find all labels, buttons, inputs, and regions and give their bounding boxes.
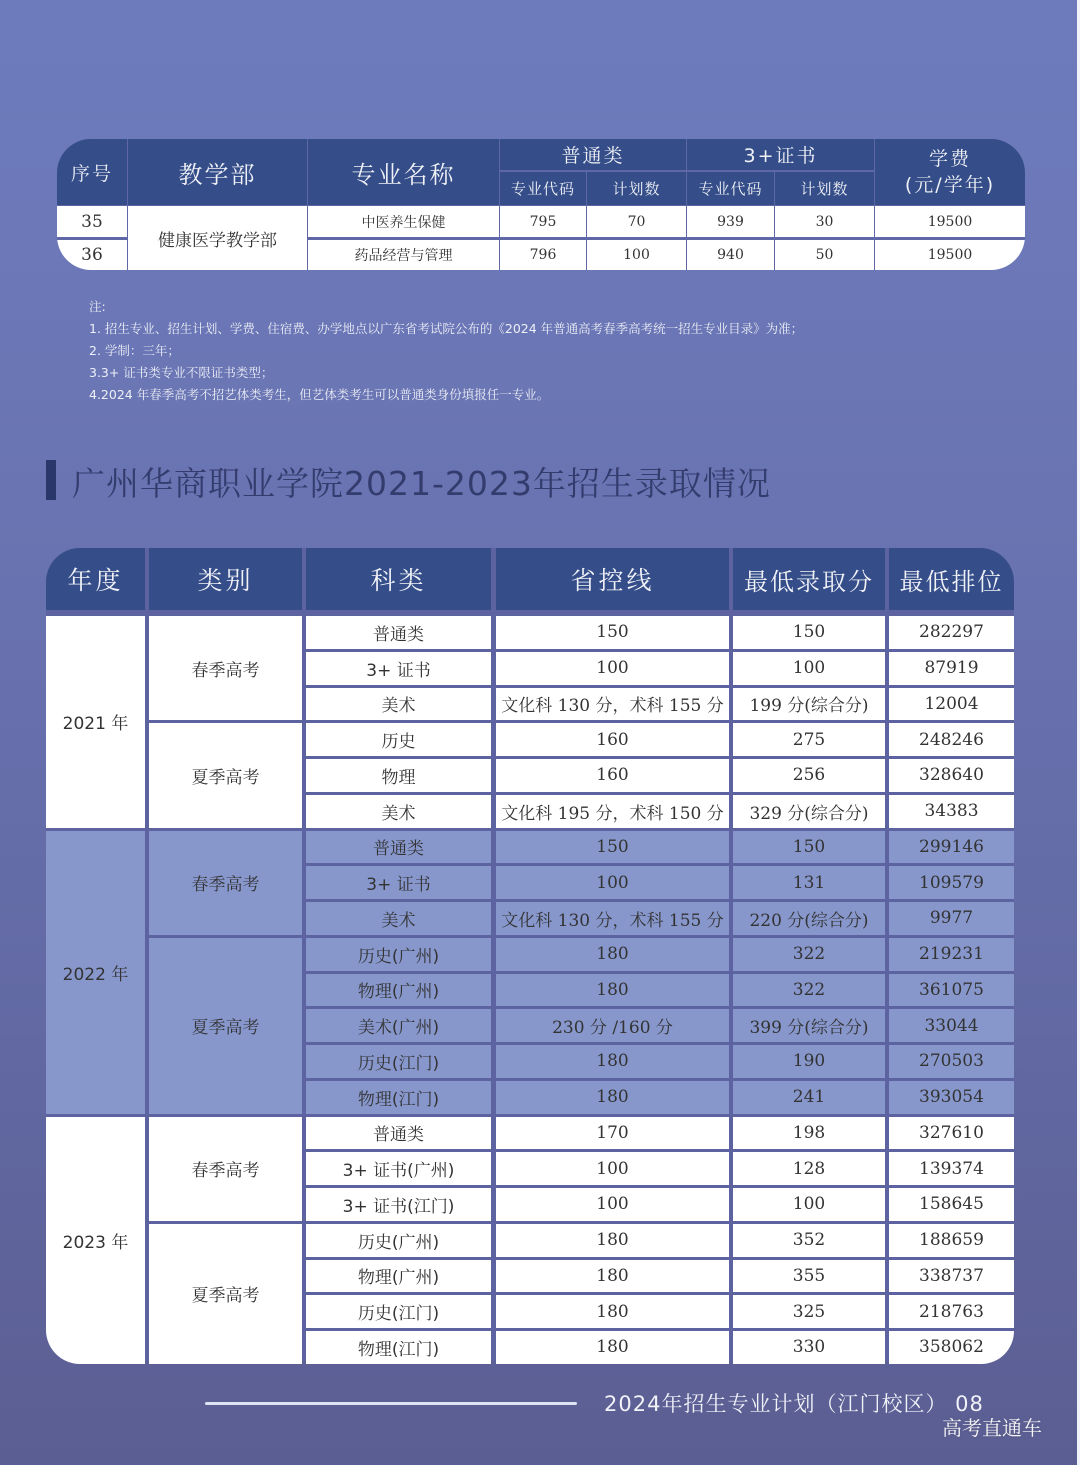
row-36-seq: 36 (57, 240, 127, 270)
row-35-cert-quota: 30 (775, 206, 874, 237)
min-rank-cell: 139374 (889, 1152, 1014, 1185)
header-tuition-line2: (元/学年) (904, 174, 996, 196)
row-35-cert-code: 939 (687, 206, 774, 237)
category-cell: 夏季高考 (149, 723, 302, 827)
header-subject: 科类 (306, 548, 491, 610)
header-control-line: 省控线 (496, 548, 729, 610)
min-rank-cell: 33044 (889, 1009, 1014, 1042)
min-score-cell: 322 (733, 974, 885, 1007)
header-general-group: 普通类 (500, 139, 686, 170)
control-line-cell: 100 (496, 652, 729, 685)
row-35-seq: 35 (57, 206, 127, 237)
note-item: 1. 招生专业、招生计划、学费、住宿费、办学地点以广东省考试院公布的《2024 年普通高考春季高考统一招生专业目录》为准； (89, 321, 804, 336)
note-item: 3.3+ 证书类专业不限证书类型； (89, 365, 274, 380)
subject-cell: 历史 (306, 723, 491, 756)
min-score-cell: 322 (733, 938, 885, 971)
subject-cell: 物理(广州) (306, 974, 491, 1007)
enrollment-plan-table (57, 139, 1025, 270)
control-line-cell: 150 (496, 831, 729, 864)
row-36-cert-code: 940 (687, 240, 774, 270)
min-rank-cell: 270503 (889, 1045, 1014, 1078)
row-35-major: 中医养生保健 (308, 206, 499, 237)
min-score-cell: 399 分(综合分) (733, 1009, 885, 1042)
notes-block (89, 296, 803, 406)
subject-cell: 美术 (306, 902, 491, 935)
section-title-bar (46, 460, 56, 500)
min-score-cell: 256 (733, 759, 885, 792)
min-score-cell: 220 分(综合分) (733, 902, 885, 935)
control-line-cell: 170 (496, 1117, 729, 1150)
min-rank-cell: 328640 (889, 759, 1014, 792)
control-line-cell: 100 (496, 866, 729, 899)
min-rank-cell: 219231 (889, 938, 1014, 971)
min-rank-cell: 358062 (889, 1331, 1014, 1364)
subject-cell: 物理 (306, 759, 491, 792)
subject-cell: 3+ 证书(广州) (306, 1152, 491, 1185)
control-line-cell: 100 (496, 1152, 729, 1185)
subject-cell: 历史(广州) (306, 1224, 491, 1257)
min-rank-cell: 109579 (889, 866, 1014, 899)
min-rank-cell: 34383 (889, 795, 1014, 828)
subject-cell: 历史(江门) (306, 1045, 491, 1078)
min-score-cell: 128 (733, 1152, 885, 1185)
min-score-cell: 150 (733, 831, 885, 864)
subject-cell: 普通类 (306, 616, 491, 649)
control-line-cell: 230 分 /160 分 (496, 1009, 729, 1042)
control-line-cell: 150 (496, 616, 729, 649)
min-score-cell: 100 (733, 652, 885, 685)
header-tuition (875, 139, 1025, 205)
footer-page-label: 2024年招生专业计划（江门校区） 08 (604, 1392, 984, 1416)
min-rank-cell: 282297 (889, 616, 1014, 649)
min-score-cell: 275 (733, 723, 885, 756)
header-cert-quota: 计划数 (775, 172, 874, 205)
min-score-cell: 241 (733, 1081, 885, 1114)
min-score-cell: 198 (733, 1117, 885, 1150)
control-line-cell: 文化科 130 分，术科 155 分 (496, 688, 729, 721)
subject-cell: 3+ 证书(江门) (306, 1188, 491, 1221)
row-36-tuition: 19500 (875, 240, 1025, 270)
control-line-cell: 180 (496, 1224, 729, 1257)
min-rank-cell: 12004 (889, 688, 1014, 721)
note-item: 2. 学制：三年； (89, 343, 180, 358)
note-item: 4.2024 年春季高考不招艺体类考生，但艺体类考生可以普通类身份填报任一专业。 (89, 387, 550, 402)
subject-cell: 普通类 (306, 1117, 491, 1150)
footer-divider (205, 1402, 577, 1405)
subject-cell: 物理(江门) (306, 1081, 491, 1114)
min-rank-cell: 87919 (889, 652, 1014, 685)
row-35-general-quota: 70 (587, 206, 686, 237)
row-35-tuition: 19500 (875, 206, 1025, 237)
min-score-cell: 190 (733, 1045, 885, 1078)
subject-cell: 普通类 (306, 831, 491, 864)
row-36-general-code: 796 (500, 240, 586, 270)
subject-cell: 美术 (306, 795, 491, 828)
control-line-cell: 180 (496, 1081, 729, 1114)
header-seq: 序号 (57, 139, 127, 205)
subject-cell: 3+ 证书 (306, 866, 491, 899)
header-min-score: 最低录取分 (733, 548, 885, 610)
section-title: 广州华商职业学院2021-2023年招生录取情况 (72, 464, 771, 503)
header-cert-code: 专业代码 (687, 172, 774, 205)
row-36-cert-quota: 50 (775, 240, 874, 270)
min-score-cell: 329 分(综合分) (733, 795, 885, 828)
notes-title: 注: (89, 299, 106, 314)
min-score-cell: 330 (733, 1331, 885, 1364)
watermark: 高考直通车 (942, 1416, 1042, 1440)
min-rank-cell: 338737 (889, 1260, 1014, 1293)
control-line-cell: 180 (496, 1045, 729, 1078)
min-rank-cell: 361075 (889, 974, 1014, 1007)
header-min-rank: 最低排位 (889, 548, 1014, 610)
min-rank-cell: 327610 (889, 1117, 1014, 1150)
category-cell: 夏季高考 (149, 938, 302, 1114)
min-score-cell: 355 (733, 1260, 885, 1293)
min-rank-cell: 158645 (889, 1188, 1014, 1221)
min-score-cell: 100 (733, 1188, 885, 1221)
category-cell: 春季高考 (149, 616, 302, 720)
row-36-major: 药品经营与管理 (308, 240, 499, 270)
subject-cell: 物理(江门) (306, 1331, 491, 1364)
header-general-code: 专业代码 (500, 172, 586, 205)
min-rank-cell: 299146 (889, 831, 1014, 864)
header-tuition-line1: 学费 (928, 148, 971, 170)
subject-cell: 3+ 证书 (306, 652, 491, 685)
control-line-cell: 文化科 195 分，术科 150 分 (496, 795, 729, 828)
category-cell: 夏季高考 (149, 1224, 302, 1364)
min-score-cell: 150 (733, 616, 885, 649)
control-line-cell: 160 (496, 759, 729, 792)
min-rank-cell: 248246 (889, 723, 1014, 756)
min-score-cell: 352 (733, 1224, 885, 1257)
header-major: 专业名称 (308, 139, 499, 205)
header-year: 年度 (46, 548, 145, 610)
department-cell: 健康医学教学部 (128, 206, 307, 270)
control-line-cell: 180 (496, 1331, 729, 1364)
control-line-cell: 100 (496, 1188, 729, 1221)
row-35-general-code: 795 (500, 206, 586, 237)
control-line-cell: 180 (496, 1295, 729, 1328)
category-cell: 春季高考 (149, 1117, 302, 1221)
subject-cell: 物理(广州) (306, 1260, 491, 1293)
admission-results-table (46, 548, 1014, 1361)
year-cell: 2022 年 (46, 831, 145, 1114)
control-line-cell: 文化科 130 分，术科 155 分 (496, 902, 729, 935)
min-score-cell: 131 (733, 866, 885, 899)
min-score-cell: 199 分(综合分) (733, 688, 885, 721)
header-cert-group: 3+证书 (687, 139, 874, 170)
control-line-cell: 180 (496, 1260, 729, 1293)
control-line-cell: 160 (496, 723, 729, 756)
header-department: 教学部 (128, 139, 307, 205)
category-cell: 春季高考 (149, 831, 302, 935)
header-category: 类别 (149, 548, 302, 610)
subject-cell: 美术(广州) (306, 1009, 491, 1042)
year-cell: 2021 年 (46, 616, 145, 828)
year-cell: 2023 年 (46, 1117, 145, 1364)
min-rank-cell: 9977 (889, 902, 1014, 935)
min-rank-cell: 218763 (889, 1295, 1014, 1328)
min-rank-cell: 393054 (889, 1081, 1014, 1114)
subject-cell: 历史(广州) (306, 938, 491, 971)
header-general-quota: 计划数 (587, 172, 686, 205)
subject-cell: 历史(江门) (306, 1295, 491, 1328)
row-36-general-quota: 100 (587, 240, 686, 270)
min-rank-cell: 188659 (889, 1224, 1014, 1257)
min-score-cell: 325 (733, 1295, 885, 1328)
control-line-cell: 180 (496, 938, 729, 971)
subject-cell: 美术 (306, 688, 491, 721)
control-line-cell: 180 (496, 974, 729, 1007)
